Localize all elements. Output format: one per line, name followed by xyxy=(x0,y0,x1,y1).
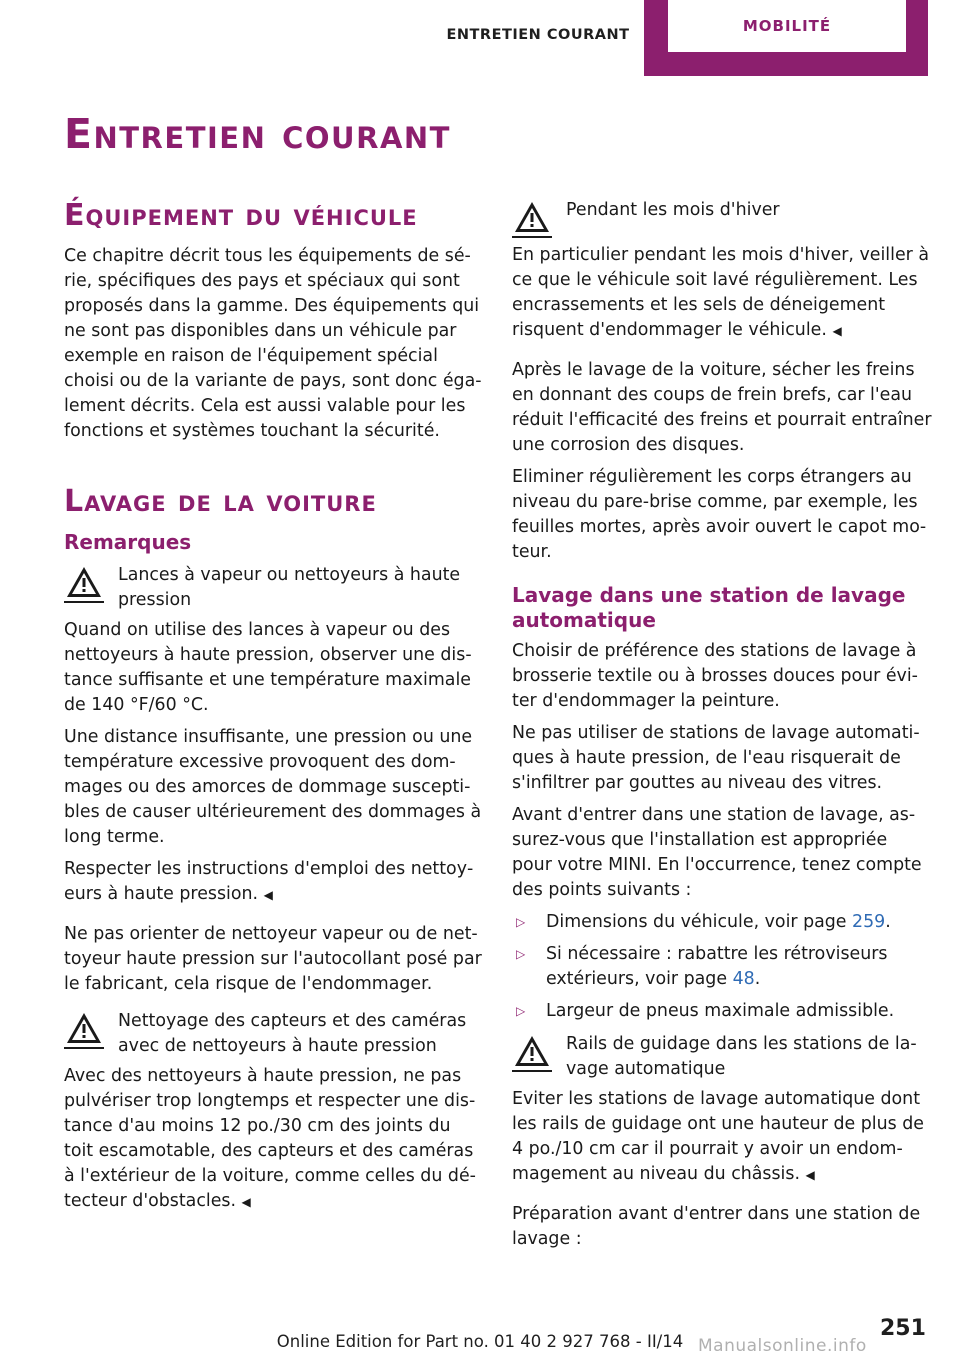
right-column xyxy=(512,198,932,1259)
warning-title: Nettoyage des capteurs et des caméras avec de nettoyeurs à haute pression xyxy=(118,1011,467,1056)
warning-note xyxy=(64,563,482,613)
warning-title: Pendant les mois d'hiver xyxy=(566,200,780,220)
bullet-triangle-icon: ▷ xyxy=(516,947,526,961)
paragraph: Avant d'entrer dans une station de lavage, assurez-vous que l'installation est appropriée pour votre MINI. En l'occurrence, tenez compte des points suivants : xyxy=(512,805,922,900)
paragraph: Préparation avant d'entrer dans une station de lavage : xyxy=(512,1204,921,1249)
list-item: ▷ Si nécessaire : rabattre les rétroviseurs extérieurs, voir page 48. xyxy=(516,944,888,989)
paragraph: Ne pas orienter de nettoyeur vapeur ou de nettoyeur haute pression sur l'autocollant posé par le fabricant, cela risque de l'endommager. xyxy=(64,924,482,994)
page-link[interactable]: 48 xyxy=(732,969,755,989)
paragraph: Quand on utilise des lances à vapeur ou des nettoyeurs à haute pression, observer une distance suffisante et une température maximale de 140 °F/60 °C. xyxy=(64,620,472,715)
paragraph: Avec des nettoyeurs à haute pression, ne pas pulvériser trop longtemps et respecter une distance d'au moins 12 po./30 cm des joints du toit escamotable, des capteurs et des caméras à l'extérieur de la voiture, comme celles du détecteur d'obstacles. ◀ xyxy=(64,1066,476,1211)
checklist xyxy=(512,910,932,1024)
page-number: 251 xyxy=(880,1316,926,1341)
warning-triangle-icon xyxy=(512,1032,552,1072)
warning-triangle-icon xyxy=(64,563,104,603)
watermark: Manualsonline.info xyxy=(698,1336,867,1356)
subsection-title-station: Lavage dans une station de lavage automatique xyxy=(512,583,906,632)
end-mark-icon: ◀ xyxy=(805,1168,815,1182)
paragraph: Ne pas utiliser de stations de lavage automatiques à haute pression, de l'eau risquerait de s'infiltrer par gouttes au niveau des vitres. xyxy=(512,723,920,793)
section-title-lavage: Lavage de la voiture xyxy=(64,484,377,519)
section-title-equipement: Équipement du véhicule xyxy=(64,198,418,233)
left-column xyxy=(64,198,482,1222)
subsection-title-remarques: Remarques xyxy=(64,530,192,554)
header-tab[interactable] xyxy=(644,0,928,76)
end-mark-icon: ◀ xyxy=(263,888,273,902)
warning-note xyxy=(512,198,932,238)
warning-title: Lances à vapeur ou nettoyeurs à haute pression xyxy=(118,565,461,610)
warning-title: Rails de guidage dans les stations de lavage automatique xyxy=(566,1034,917,1079)
paragraph: Eviter les stations de lavage automatique dont les rails de guidage ont une hauteur de plus de 4 po./10 cm car il pourrait y avoir un endommagement au niveau du châssis. ◀ xyxy=(512,1089,924,1184)
end-mark-icon: ◀ xyxy=(832,324,842,338)
list-item: ▷ Dimensions du véhicule, voir page 259. xyxy=(512,910,932,935)
bullet-triangle-icon: ▷ xyxy=(516,915,526,929)
footer-edition: Online Edition for Part no. 01 40 2 927 768 - II/14 xyxy=(276,1332,684,1351)
paragraph: Ce chapitre décrit tous les équipements de série, spécifiques des pays et spéciaux qui sont proposés dans la gamme. Des équipements qui ne sont pas disponibles dans un véhicule par exemple en raison de l'équipement spécial choisi ou de la variante de pays, sont donc également décrits. Cela est aussi valable pour les fonctions et systèmes touchant la sécurité. xyxy=(64,246,482,441)
warning-triangle-icon xyxy=(64,1009,104,1049)
paragraph: Respecter les instructions d'emploi des nettoyeurs à haute pression. ◀ xyxy=(64,859,474,904)
warning-note xyxy=(512,1032,932,1082)
page-link[interactable]: 259 xyxy=(852,912,886,932)
page-title: Entretien courant xyxy=(64,110,451,158)
header-section-label: ENTRETIEN COURANT xyxy=(446,27,630,43)
warning-triangle-icon xyxy=(512,198,552,238)
paragraph: Une distance insuffisante, une pression ou une température excessive provoquent des dommages ou des amorces de dommage susceptibles de causer ultérieurement des dommages à long terme. xyxy=(64,727,482,847)
bullet-triangle-icon: ▷ xyxy=(516,1004,526,1018)
list-item: ▷ Largeur de pneus maximale admissible. xyxy=(512,999,932,1024)
paragraph: Après le lavage de la voiture, sécher les freins en donnant des coups de frein brefs, car l'eau réduit l'efficacité des freins et pourrait entraîner une corrosion des disques. xyxy=(512,360,932,455)
paragraph: En particulier pendant les mois d'hiver, veiller à ce que le véhicule soit lavé régulièrement. Les encrassements et les sels de déneigement risquent d'endommager le véhicule. ◀ xyxy=(512,245,929,340)
paragraph: Eliminer régulièrement les corps étrangers au niveau du pare-brise comme, par exemple, les feuilles mortes, après avoir ouvert le capot moteur. xyxy=(512,467,927,562)
end-mark-icon: ◀ xyxy=(241,1195,251,1209)
header-tab-label: MOBILITÉ xyxy=(668,0,906,52)
paragraph: Choisir de préférence des stations de lavage à brosserie textile ou à brosses douces pour éviter d'endommager la peinture. xyxy=(512,641,918,711)
warning-note xyxy=(64,1009,482,1059)
